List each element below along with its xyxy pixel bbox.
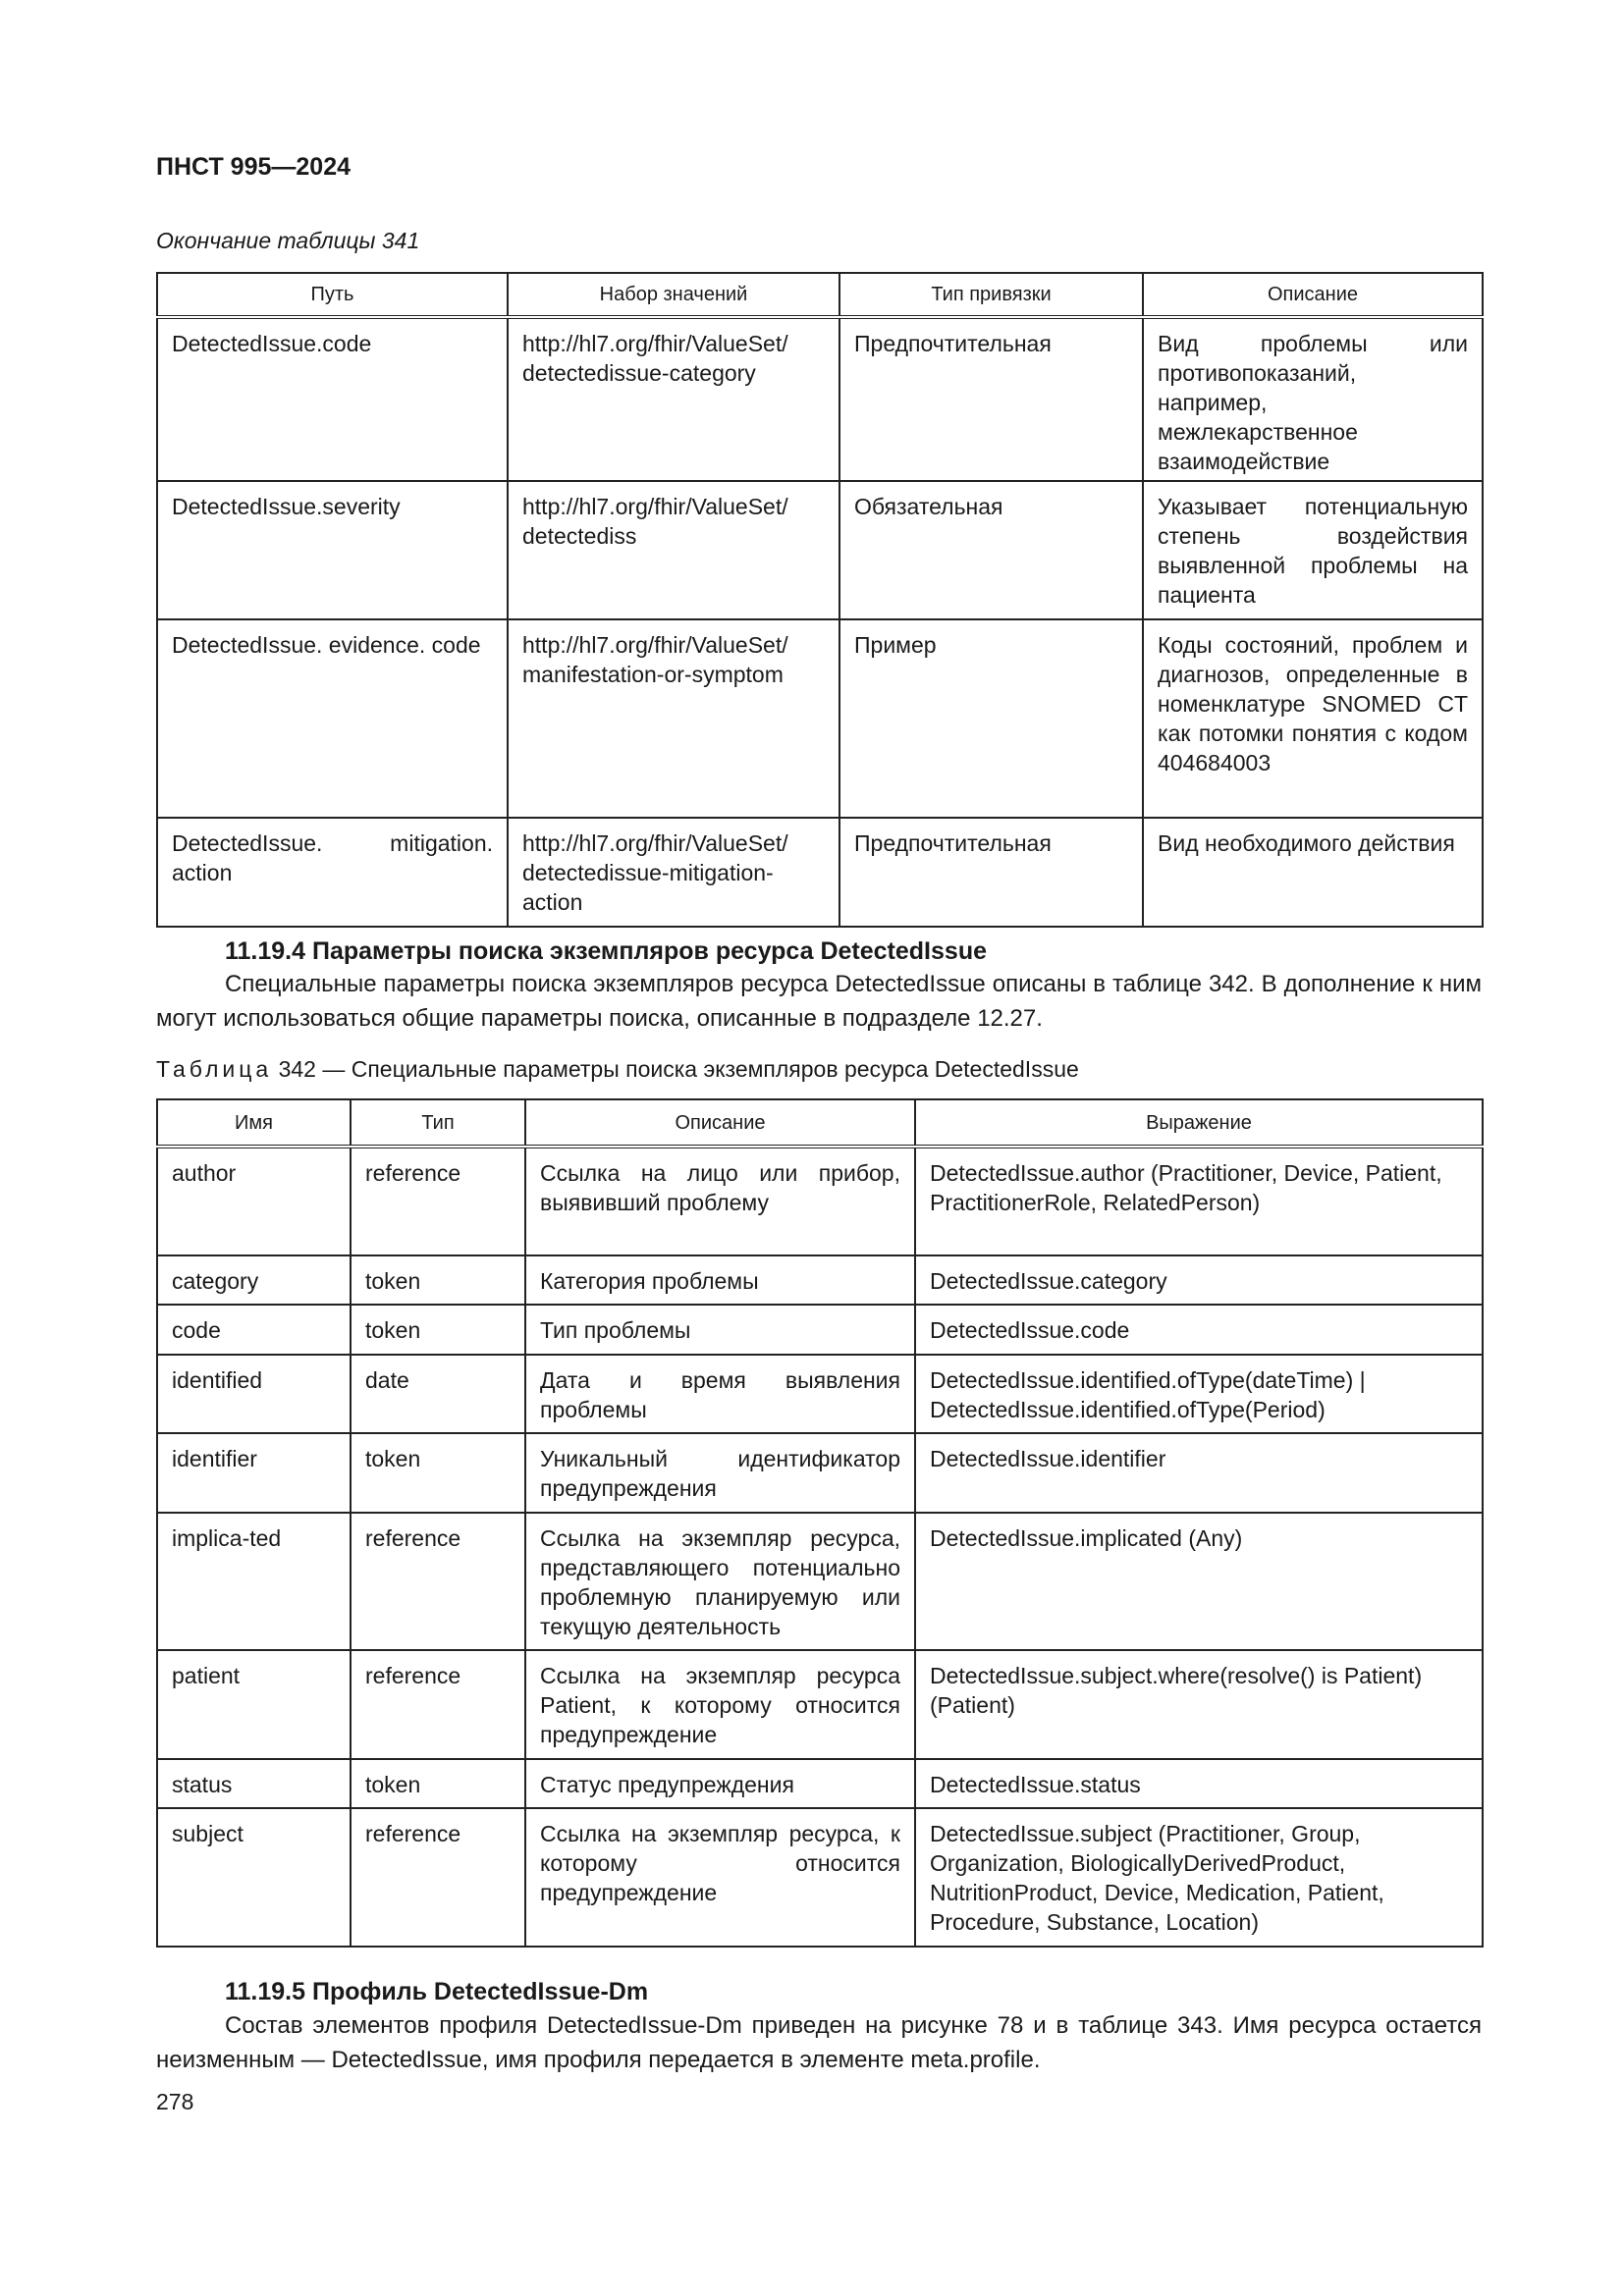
table-cell: category [157,1255,351,1305]
table-342 [156,1098,1484,1948]
section-paragraph: Специальные параметры поиска экземпляров ресурса DetectedIssue описаны в таблице 342. В дополнение к ним могут использоваться общие параметры поиска, описанные в подразделе 12.27. [156,971,1482,1032]
page-number: 278 [156,2089,194,2114]
table-row [157,1513,1483,1650]
column-header: Набор значений [508,273,839,317]
table-row [157,1147,1483,1255]
table-cell: reference [351,1513,525,1650]
table-cell: Пример [839,619,1143,818]
table-cell: DetectedIssue.code [915,1305,1483,1355]
table-row [157,1433,1483,1513]
table-cell: DetectedIssue.identified.ofType(dateTime) | DetectedIssue.identified.ofType(Period) [915,1355,1483,1433]
table-cell: DetectedIssue.status [915,1759,1483,1808]
table-cell: reference [351,1808,525,1947]
table-cell: token [351,1305,525,1355]
table-cell: Ссылка на экземпляр ресурса, представляющего потенциально проблемную планируемую или текущую деятельность [525,1513,915,1650]
table-cell: Обязательная [839,481,1143,619]
column-header: Описание [1143,273,1483,317]
table-cell: DetectedIssue. mitigation. action [157,818,508,927]
table-caption [156,1056,1079,1083]
table-cell: http://hl7.org/fhir/ValueSet/ detectedissue-category [508,317,839,481]
table-cell: identified [157,1355,351,1433]
table-cell: Коды состояний, проблем и диагнозов, определенные в номенклатуре SNOMED CT как потомки понятия с кодом 404684003 [1143,619,1483,818]
table-row [157,619,1483,818]
table-row [157,1255,1483,1305]
column-header: Описание [525,1099,915,1147]
table-cell: http://hl7.org/fhir/ValueSet/ detectedissue-mitigation-action [508,818,839,927]
table-cell: patient [157,1650,351,1759]
table-cell: token [351,1433,525,1513]
table-cell: reference [351,1650,525,1759]
table-cell: DetectedIssue.author (Practitioner, Device, Patient, PractitionerRole, RelatedPerson) [915,1147,1483,1255]
column-header: Тип привязки [839,273,1143,317]
column-header: Имя [157,1099,351,1147]
table-row [157,1305,1483,1355]
table-cell: Вид проблемы или противопоказаний, например, межлекарственное взаимодействие [1143,317,1483,481]
table-row [157,1650,1483,1759]
table-cell: status [157,1759,351,1808]
column-header: Путь [157,273,508,317]
document-id: ПНСТ 995—2024 [156,153,351,181]
table-cell: subject [157,1808,351,1947]
table-cell: DetectedIssue.subject (Practitioner, Group, Organization, BiologicallyDerivedProduct, NutritionProduct, Device, Medication, Patient, Procedure, Substance, Location) [915,1808,1483,1947]
table-cell: Ссылка на лицо или прибор, выявивший проблему [525,1147,915,1255]
table-cell: Дата и время выявления проблемы [525,1355,915,1433]
caption-prefix: Таблица [156,1056,273,1082]
table-cell: reference [351,1147,525,1255]
table-cell: Предпочтительная [839,317,1143,481]
table-cell: implica-ted [157,1513,351,1650]
table-cell: Указывает потенциальную степень воздействия выявленной проблемы на пациента [1143,481,1483,619]
table-cell: date [351,1355,525,1433]
table-cell: identifier [157,1433,351,1513]
table-cell: Вид необходимого действия [1143,818,1483,927]
table-cell: DetectedIssue.identifier [915,1433,1483,1513]
column-header: Выражение [915,1099,1483,1147]
caption-text: 342 — Специальные параметры поиска экземпляров ресурса DetectedIssue [272,1056,1079,1082]
table-cell: token [351,1255,525,1305]
table-row [157,1808,1483,1947]
table-cell: DetectedIssue.implicated (Any) [915,1513,1483,1650]
table-cell: DetectedIssue.category [915,1255,1483,1305]
table-cell: Уникальный идентификатор предупреждения [525,1433,915,1513]
table-row [157,317,1483,481]
section-paragraph: Состав элементов профиля DetectedIssue-Dm приведен на рисунке 78 и в таблице 343. Имя ресурса остается неизменным — DetectedIssue, имя профиля передается в элементе meta.profile. [156,2012,1482,2073]
table-cell: Ссылка на экземпляр ресурса, к которому относится предупреждение [525,1808,915,1947]
section-heading: 11.19.4 Параметры поиска экземпляров ресурса DetectedIssue [225,937,987,965]
table-row [157,1759,1483,1808]
table-cell: author [157,1147,351,1255]
table-cell: Ссылка на экземпляр ресурса Patient, к которому относится предупреждение [525,1650,915,1759]
table-row [157,481,1483,619]
table-cell: Статус предупреждения [525,1759,915,1808]
table-cell: DetectedIssue.severity [157,481,508,619]
table-cell: DetectedIssue.code [157,317,508,481]
section-heading: 11.19.5 Профиль DetectedIssue-Dm [225,1978,649,2005]
table-continuation-label: Окончание таблицы 341 [156,228,420,253]
table-cell: http://hl7.org/fhir/ValueSet/ manifestation-or-symptom [508,619,839,818]
table-row [157,818,1483,927]
table-cell: code [157,1305,351,1355]
table-cell: http://hl7.org/fhir/ValueSet/ detectediss [508,481,839,619]
table-header-row [157,1099,1483,1147]
table-cell: Категория проблемы [525,1255,915,1305]
table-cell: Предпочтительная [839,818,1143,927]
table-row [157,1355,1483,1433]
table-header-row [157,273,1483,317]
table-cell: DetectedIssue.subject.where(resolve() is Patient) (Patient) [915,1650,1483,1759]
table-cell: Тип проблемы [525,1305,915,1355]
table-cell: token [351,1759,525,1808]
table-341 [156,272,1484,928]
table-cell: DetectedIssue. evidence. code [157,619,508,818]
column-header: Тип [351,1099,525,1147]
